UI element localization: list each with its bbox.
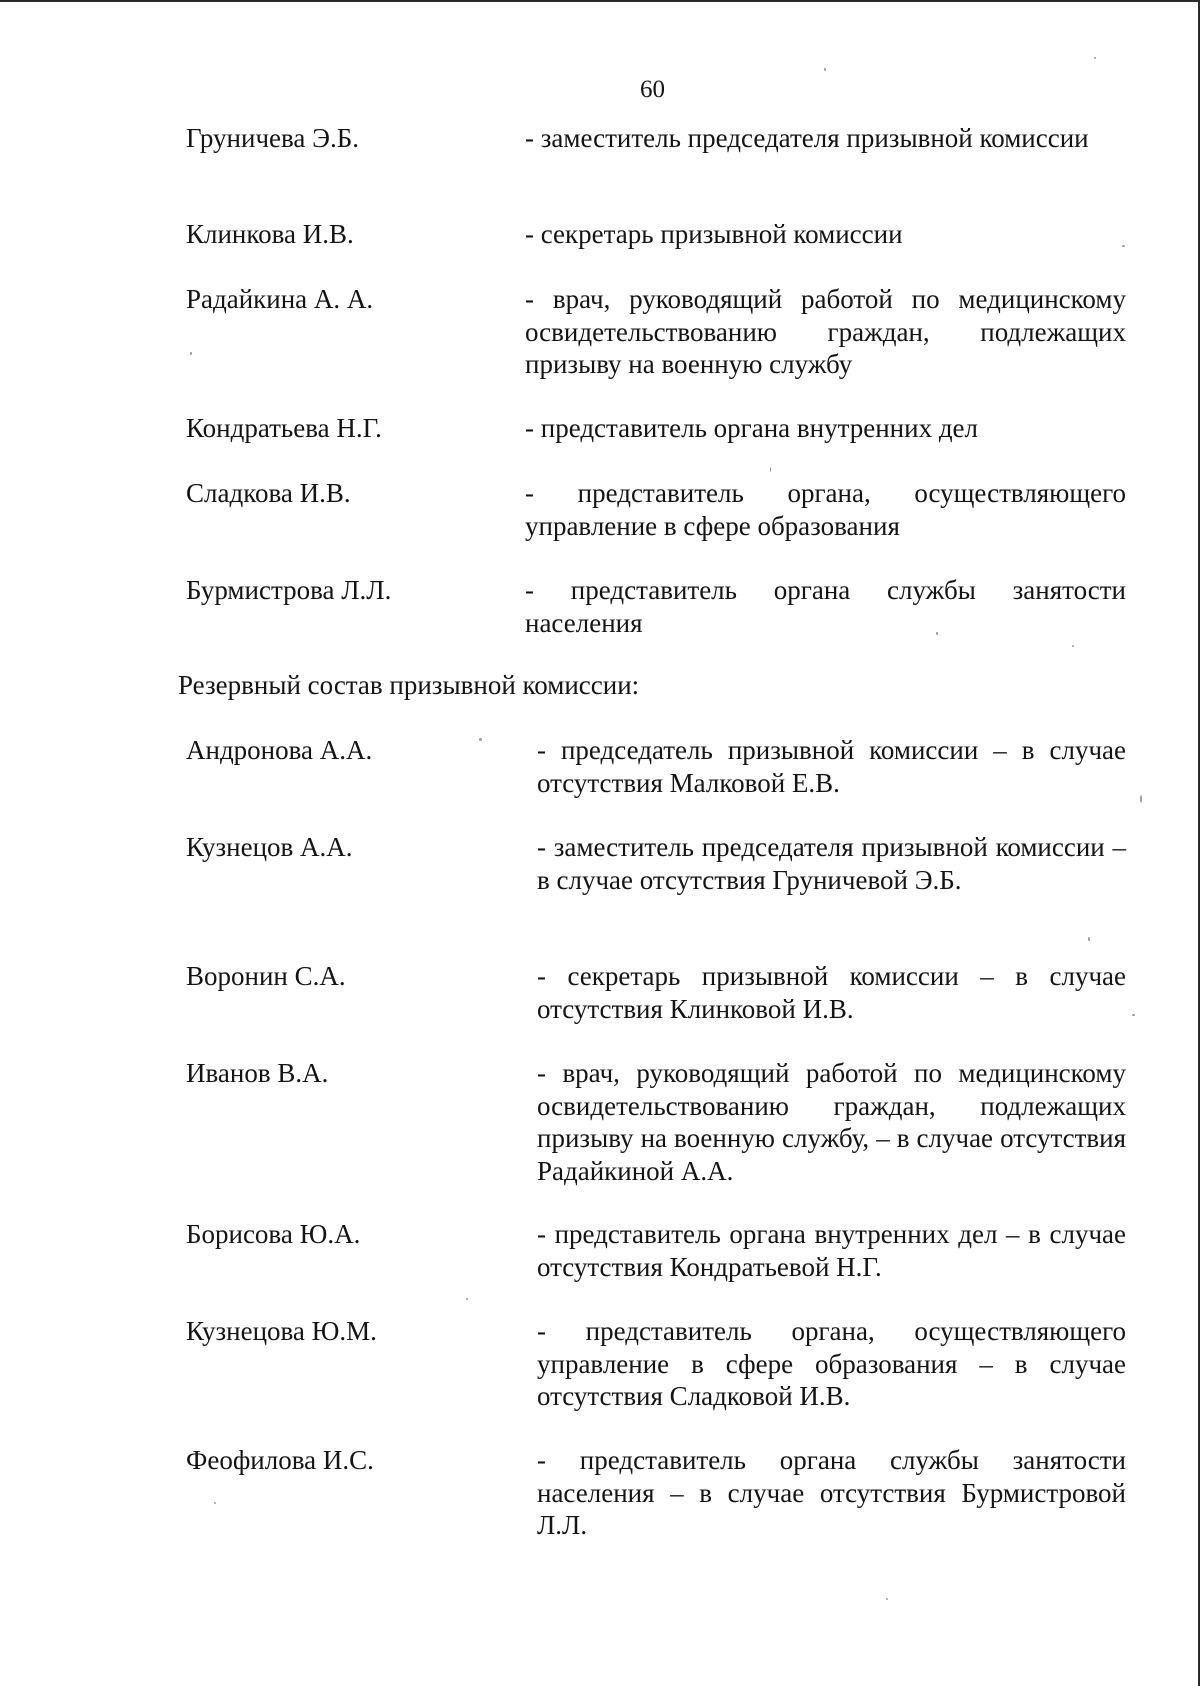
member-name: Кузнецов А.А. — [186, 832, 353, 862]
scan-speck — [1132, 1014, 1135, 1016]
member-role: - секретарь призывной комиссии — [525, 219, 903, 249]
member-role: - заместитель председателя призывной комиссии – в случае отсутствия Груничевой Э.Б. — [537, 832, 1126, 895]
member-role: - заместитель председателя призывной комиссии — [525, 123, 1089, 153]
scan-speck — [886, 1598, 888, 1600]
scan-speck — [1072, 645, 1074, 647]
scan-speck — [466, 1298, 468, 1300]
member-name: Груничева Э.Б. — [186, 123, 359, 153]
member-role: - врач, руководящий работой по медицинскому освидетельствованию граждан, подлежащих призыву на военную службу — [525, 284, 1126, 379]
reserve-section-title: Резервный состав призывной комиссии: — [178, 670, 640, 700]
scan-speck — [1140, 795, 1142, 803]
member-name: Сладкова И.В. — [186, 478, 351, 508]
member-role: - представитель органа, осуществляющего управление в сфере образования — [525, 478, 1126, 541]
member-role: - представитель органа, осуществляющего управление в сфере образования – в случае отсутствия Сладковой И.В. — [537, 1316, 1126, 1411]
page-number: 60 — [640, 76, 665, 103]
member-name: Кузнецова Ю.М. — [186, 1316, 377, 1346]
member-role: - представитель органа службы занятости населения — [525, 575, 1126, 638]
member-name: Кондратьева Н.Г. — [186, 413, 382, 443]
scan-speck — [190, 352, 192, 355]
member-name: Радайкина А. А. — [186, 284, 374, 314]
scan-speck — [1094, 57, 1096, 59]
scan-speck — [936, 632, 938, 635]
scan-speck — [479, 738, 482, 741]
member-name: Иванов В.А. — [186, 1058, 329, 1088]
scan-speck — [770, 467, 771, 472]
scan-speck — [1088, 937, 1090, 941]
scan-speck — [214, 1502, 216, 1504]
member-role: - председатель призывной комиссии – в случае отсутствия Малковой Е.В. — [537, 735, 1126, 798]
member-name: Феофилова И.С. — [186, 1445, 374, 1475]
scan-speck — [1122, 245, 1125, 247]
member-name: Бурмистрова Л.Л. — [186, 575, 392, 605]
member-role: - представитель органа внутренних дел – в случае отсутствия Кондратьевой Н.Г. — [537, 1219, 1126, 1282]
member-role: - представитель органа службы занятости населения – в случае отсутствия Бурмистровой Л.Л. — [537, 1445, 1126, 1540]
member-name: Воронин С.А. — [186, 961, 346, 991]
member-name: Клинкова И.В. — [186, 219, 354, 249]
member-role: - врач, руководящий работой по медицинскому освидетельствованию граждан, подлежащих призыву на военную службу, – в случае отсутствия Радайкиной А.А. — [537, 1058, 1126, 1186]
member-role: - секретарь призывной комиссии – в случае отсутствия Клинковой И.В. — [537, 961, 1126, 1024]
member-name: Андронова А.А. — [186, 735, 373, 765]
member-name: Борисова Ю.А. — [186, 1219, 361, 1249]
member-role: - представитель органа внутренних дел — [525, 413, 979, 443]
scan-speck — [824, 68, 826, 71]
